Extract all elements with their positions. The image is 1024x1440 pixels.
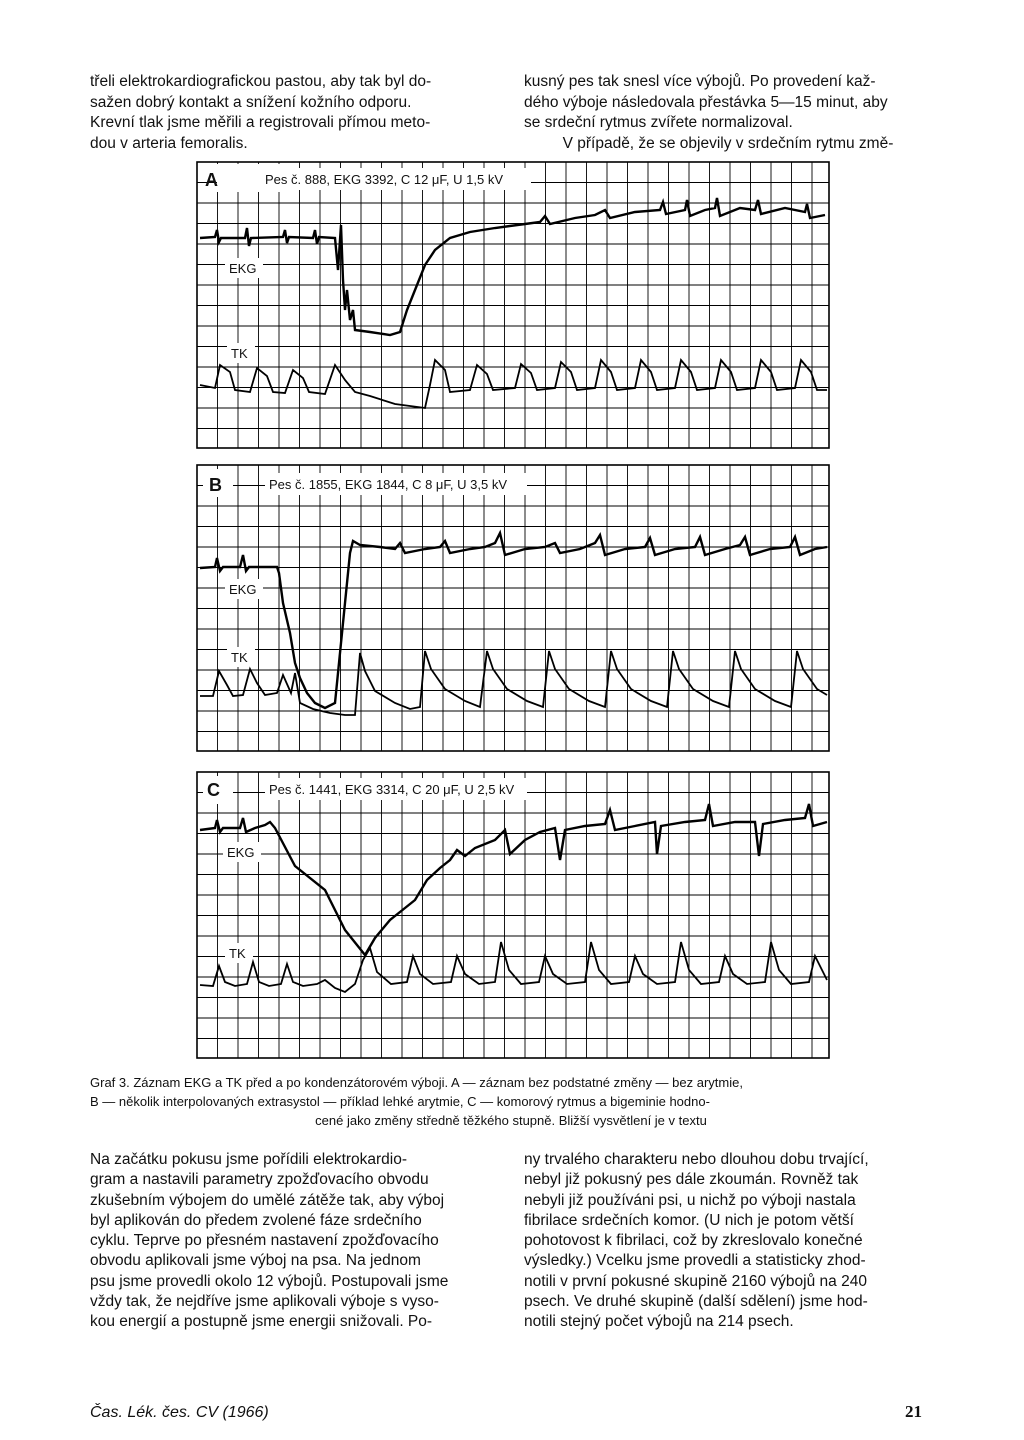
text-column-top-left bbox=[90, 72, 500, 154]
text-column-bottom-left bbox=[90, 1150, 500, 1333]
text-line: fibrilace srdečních komor. (U nich je potom větší bbox=[524, 1211, 854, 1229]
ekg-trace-a bbox=[200, 198, 825, 335]
text-line: kou energií a postupně jsme energii snižovali. Po- bbox=[90, 1313, 433, 1331]
tk-label-a: TK bbox=[231, 346, 248, 361]
text-line: pohotovost k fibrilaci, což by zkreslovalo konečné bbox=[524, 1232, 863, 1250]
grid-a bbox=[197, 162, 829, 448]
text-line: V případě, že se objevily v srdečním rytmu změ- bbox=[562, 134, 894, 152]
recording-graph-c bbox=[195, 770, 831, 1060]
recording-graph-b bbox=[195, 463, 831, 753]
panel-title-a: Pes č. 888, EKG 3392, C 12 μF, U 1,5 kV bbox=[265, 172, 503, 187]
text-line: vždy tak, že nejdříve jsme aplikovali výboje s vyso- bbox=[90, 1293, 439, 1311]
text-line: psech. Ve druhé skupině (další sdělení) jsme hod- bbox=[524, 1293, 868, 1311]
text-line: dou v arteria femoralis. bbox=[90, 134, 248, 152]
panel-title-c: Pes č. 1441, EKG 3314, C 20 μF, U 2,5 kV bbox=[269, 782, 515, 797]
ekg-label-c: EKG bbox=[227, 845, 255, 860]
tk-label-b: TK bbox=[231, 650, 248, 665]
text-line: cyklu. Teprve po přesném nastavení zpožďovacího bbox=[90, 1232, 439, 1250]
ekg-trace-c bbox=[200, 804, 827, 955]
recording-graph-a bbox=[195, 160, 831, 450]
page-number: 21 bbox=[905, 1402, 922, 1421]
panel-title-b: Pes č. 1855, EKG 1844, C 8 μF, U 3,5 kV bbox=[269, 477, 507, 492]
ekg-label-a: EKG bbox=[229, 261, 257, 276]
text-line: Na začátku pokusu jsme pořídili elektrokardio- bbox=[90, 1151, 408, 1168]
panel-letter-a: A bbox=[205, 170, 218, 190]
ekg-label-b: EKG bbox=[229, 582, 257, 597]
recording-panel-b bbox=[195, 463, 831, 753]
text-line: se srdeční rytmus zvířete normalizoval. bbox=[524, 114, 793, 131]
text-line: zkušebním výbojem do umělé zátěže tak, aby výboj bbox=[90, 1191, 445, 1209]
text-line: notili v první pokusné skupině 2160 výbojů na 240 bbox=[524, 1272, 867, 1290]
figure-caption bbox=[90, 1073, 932, 1130]
caption-line: cené jako změny středně těžkého stupně. Bližší vysvětlení je v textu bbox=[315, 1113, 707, 1128]
text-column-bottom-right bbox=[524, 1150, 932, 1333]
text-line: psu jsme provedli okolo 12 výbojů. Postupovali jsme bbox=[90, 1272, 449, 1290]
text-line: byl aplikován do předem zvolené fáze srdečního bbox=[90, 1211, 422, 1229]
text-line: kusný pes tak snesl více výbojů. Po provedení kaž- bbox=[524, 73, 876, 90]
recording-panel-c bbox=[195, 770, 831, 1060]
caption-line: Graf 3. Záznam EKG a TK před a po kondenzátorovém výboji. A — záznam bez podstatné změny — bez arytmie, bbox=[90, 1075, 743, 1090]
text-line: dého výboje následovala přestávka 5—15 minut, aby bbox=[524, 93, 888, 111]
text-line: sažen dobrý kontakt a snížení kožního odporu. bbox=[90, 93, 412, 111]
caption-line: B — několik interpolovaných extrasystol — příklad lehké arytmie, C — komorový rytmus a bigeminie hodno- bbox=[90, 1094, 710, 1109]
text-line: nebyli již používáni psi, u nichž po výboji nastala bbox=[524, 1191, 856, 1209]
text-line: výsledky.) Vcelku jsme provedli a statisticky zhod- bbox=[524, 1252, 866, 1270]
grid-c bbox=[197, 772, 829, 1058]
tk-trace-c bbox=[200, 942, 827, 992]
text-column-top-right bbox=[524, 72, 932, 154]
recording-panel-a bbox=[195, 160, 831, 450]
text-line: notili stejný počet výbojů na 214 psech. bbox=[524, 1313, 794, 1331]
text-line: Krevní tlak jsme měřili a registrovali přímou meto- bbox=[90, 114, 431, 131]
panel-letter-c: C bbox=[207, 780, 220, 800]
text-line: třeli elektrokardiografickou pastou, aby tak byl do- bbox=[90, 73, 432, 90]
text-line: ny trvalého charakteru nebo dlouhou dobu trvající, bbox=[524, 1151, 869, 1168]
journal-footer: Čas. Lék. čes. CV (1966) bbox=[90, 1404, 269, 1421]
text-line: obvodu aplikovali jsme výboj na psa. Na jednom bbox=[90, 1252, 421, 1270]
text-line: nebyl již pokusný pes dále zkoumán. Rovněž tak bbox=[524, 1171, 859, 1189]
panel-letter-b: B bbox=[209, 475, 222, 495]
tk-label-c: TK bbox=[229, 946, 246, 961]
text-line: gram a nastavili parametry zpožďovacího obvodu bbox=[90, 1171, 429, 1189]
grid-b bbox=[197, 465, 829, 751]
